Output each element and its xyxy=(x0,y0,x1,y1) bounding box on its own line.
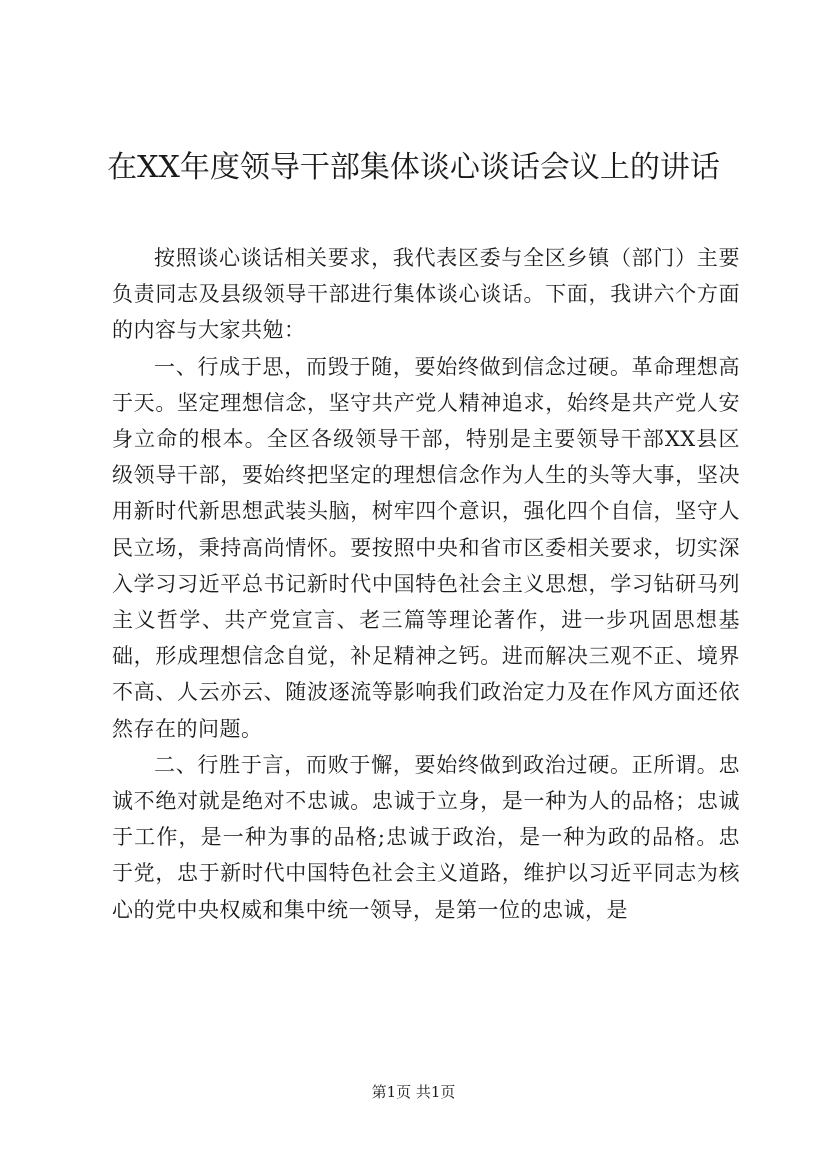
document-title: 在XX年度领导干部集体谈心谈话会议上的讲话 xyxy=(107,150,720,185)
paragraph-intro: 按照谈心谈话相关要求，我代表区委与全区乡镇（部门）主要负责同志及县级领导干部进行集体谈心谈话。下面，我讲六个方面的内容与大家共勉： xyxy=(112,246,740,343)
page-number-footer: 第1页 共1页 xyxy=(371,1083,456,1101)
paragraph-section-one: 一、行成于思，而毁于随，要始终做到信念过硬。革命理想高于天。坚定理想信念，坚守共产党人精神追求，始终是共产党人安身立命的根本。全区各级领导干部，特别是主要领导干部XX县区级领导干部，要始终把坚定的理想信念作为人生的头等大事，坚决用新时代新思想武装头脑，树牢四个意识，强化四个自信，坚守人民立场，秉持高尚情怀。要按照中央和省市区委相关要求，切实深入学习习近平总书记新时代中国特色社会主义思想，学习钻研马列主义哲学、共产党宣言、老三篇等理论著作，进一步巩固思想基础，形成理想信念自觉，补足精神之钙。进而解决三观不正、境界不高、人云亦云、随波逐流等影响我们政治定力及在作风方面还依然存在的问题。 xyxy=(112,354,740,741)
paragraph-section-two: 二、行胜于言，而败于懈，要始终做到政治过硬。正所谓。忠诚不绝对就是绝对不忠诚。忠诚于立身，是一种为人的品格；忠诚于工作，是一种为事的品格;忠诚于政治，是一种为政的品格。忠于党，忠于新时代中国特色社会主义道路，维护以习近平同志为核心的党中央权威和集中统一领导，是第一位的忠诚，是 xyxy=(112,752,740,922)
document-body xyxy=(112,240,740,928)
